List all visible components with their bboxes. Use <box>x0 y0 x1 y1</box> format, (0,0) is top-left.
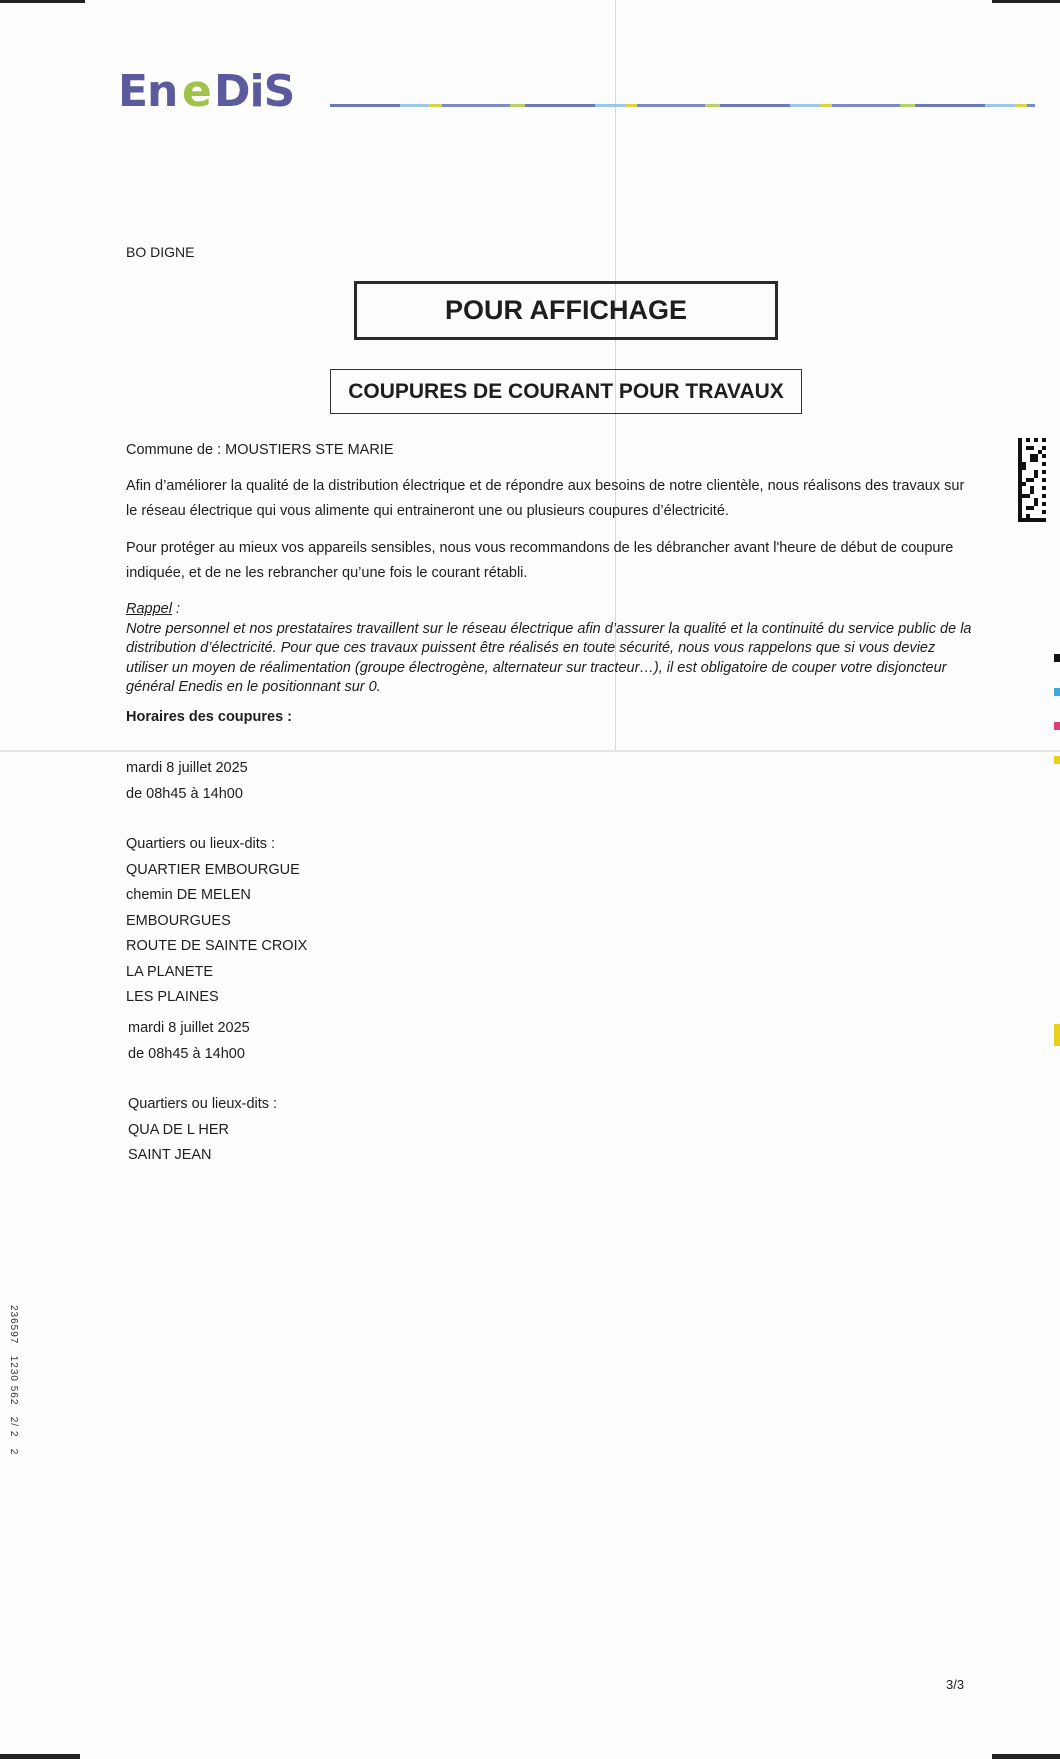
place-item: LES PLAINES <box>126 989 219 1005</box>
sender-label: BO DIGNE <box>126 244 195 260</box>
svg-text:En: En <box>118 68 178 112</box>
datamatrix-barcode-icon <box>1018 438 1046 522</box>
place-item: SAINT JEAN <box>128 1147 212 1163</box>
side-reference-code: 236597 1230 562 2/ 2 2 <box>8 1305 19 1456</box>
commune-line: Commune de : MOUSTIERS STE MARIE <box>126 442 394 458</box>
svg-text:DiS: DiS <box>214 68 295 112</box>
outage-date: mardi 8 juillet 2025 <box>126 760 248 776</box>
outage-block <box>126 756 307 1011</box>
enedis-logo <box>118 68 318 117</box>
schedule-heading: Horaires des coupures : <box>126 709 292 725</box>
place-item: chemin DE MELEN <box>126 887 251 903</box>
place-item: QUA DE L HER <box>128 1121 229 1138</box>
page-title: POUR AFFICHAGE <box>354 281 778 340</box>
outage-date: mardi 8 juillet 2025 <box>128 1020 250 1036</box>
scan-edge-top-right <box>992 0 1060 3</box>
registration-mark-yellow-2 <box>1054 1024 1060 1046</box>
page-number: 3/3 <box>946 1677 965 1692</box>
places-label: Quartiers ou lieux-dits : <box>126 836 276 852</box>
svg-text:e: e <box>182 68 212 112</box>
scan-edge-bottom-right <box>992 1754 1060 1759</box>
registration-mark-yellow <box>1054 756 1060 764</box>
registration-mark-cyan <box>1054 688 1060 696</box>
rappel-label: Rappel <box>126 601 172 617</box>
notice-subtitle: COUPURES DE COURANT POUR TRAVAUX <box>330 369 802 414</box>
registration-mark-black <box>1054 654 1060 662</box>
rappel-text: Notre personnel et nos prestataires travaillent sur le réseau électrique afin d’assurer la qualité et la continuité du service public de la distribution d’électricité. Pour que ces travaux puissent être réalisés en toute sécurité, nous vous rappelons que si vous deviez utiliser un moyen de réalimentation (groupe électrogène, alternateur sur tracteur…), il est obligatoire de couper votre disjoncteur général Enedis en le positionnant sur 0. <box>126 620 972 695</box>
scan-edge-top-left <box>0 0 85 3</box>
place-item: LA PLANETE <box>126 963 214 980</box>
place-item: QUARTIER EMBOURGUE <box>126 861 300 878</box>
places-label: Quartiers ou lieux-dits : <box>128 1096 278 1112</box>
logo-divider-line <box>330 104 1035 107</box>
rappel-block: Rappel : Notre personnel et nos prestataires travaillent sur le réseau électrique afin d’assurer la qualité et la continuité du service public de la distribution d’électricité. Pour que ces travaux puissent être réalisés en toute sécurité, nous vous rappelons que si vous deviez utiliser un moyen de réalimentation (groupe électrogène, alternateur sur tracteur…), il est obligatoire de couper votre disjoncteur général Enedis en le positionnant sur 0. <box>126 601 972 695</box>
advice-paragraph: Pour protéger au mieux vos appareils sensibles, nous vous recommandons de les débrancher avant l'heure de début de coupure indiquée, et de ne les rebrancher qu’une fois le courant rétabli. <box>126 540 954 581</box>
outage-time: de 08h45 à 14h00 <box>126 785 243 802</box>
place-item: ROUTE DE SAINTE CROIX <box>126 938 308 954</box>
intro-paragraph: Afin d’améliorer la qualité de la distribution électrique et de répondre aux besoins de notre clientèle, nous réalisons des travaux sur le réseau électrique qui vous alimente qui entraineront une ou plusieurs coupures d’électricité. <box>126 478 965 519</box>
place-item: EMBOURGUES <box>126 912 231 929</box>
scan-edge-bottom-left <box>0 1754 80 1759</box>
scan-fold-line-horizontal <box>0 750 1060 752</box>
registration-mark-magenta <box>1054 722 1060 730</box>
outage-block <box>128 1016 277 1169</box>
outage-time: de 08h45 à 14h00 <box>128 1045 245 1062</box>
